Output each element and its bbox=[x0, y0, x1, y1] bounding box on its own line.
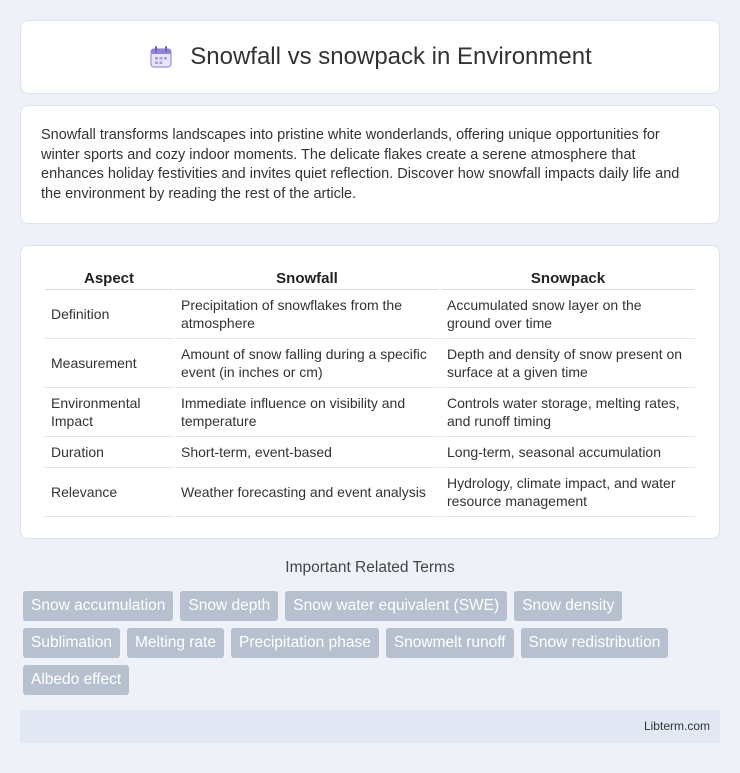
tag-albedo-effect[interactable]: Albedo effect bbox=[23, 665, 129, 695]
footer-site-link[interactable]: Libterm.com bbox=[643, 719, 710, 733]
cell-aspect: Definition bbox=[45, 290, 173, 339]
cell-snowpack: Depth and density of snow present on surface at a given time bbox=[441, 339, 695, 388]
related-terms-list bbox=[23, 591, 723, 695]
tag-sublimation[interactable]: Sublimation bbox=[23, 628, 120, 658]
cell-snowpack: Hydrology, climate impact, and water resource management bbox=[441, 468, 695, 517]
cell-snowpack: Controls water storage, melting rates, and runoff timing bbox=[441, 388, 695, 437]
title-wrap bbox=[148, 43, 592, 71]
intro-card bbox=[20, 105, 720, 224]
cell-snowfall: Amount of snow falling during a specific event (in inches or cm) bbox=[175, 339, 439, 388]
related-terms-title: Important Related Terms bbox=[285, 559, 455, 576]
cell-snowfall: Weather forecasting and event analysis bbox=[175, 468, 439, 517]
cell-aspect: Measurement bbox=[45, 339, 173, 388]
cell-snowpack: Accumulated snow layer on the ground over time bbox=[441, 290, 695, 339]
comparison-table bbox=[43, 266, 697, 517]
table-row bbox=[45, 437, 695, 468]
tag-snowmelt-runoff[interactable]: Snowmelt runoff bbox=[386, 628, 514, 658]
table-row bbox=[45, 290, 695, 339]
tag-snow-accumulation[interactable]: Snow accumulation bbox=[23, 591, 173, 621]
comparison-table-card bbox=[20, 245, 720, 539]
cell-snowfall: Short-term, event-based bbox=[175, 437, 439, 468]
table-header-row bbox=[45, 266, 695, 290]
tag-snow-water-equivalent[interactable]: Snow water equivalent (SWE) bbox=[285, 591, 507, 621]
cell-snowfall: Immediate influence on visibility and temperature bbox=[175, 388, 439, 437]
cell-aspect: Duration bbox=[45, 437, 173, 468]
tag-precipitation-phase[interactable]: Precipitation phase bbox=[231, 628, 379, 658]
tag-snow-depth[interactable]: Snow depth bbox=[180, 591, 278, 621]
tag-snow-density[interactable]: Snow density bbox=[514, 591, 622, 621]
column-header-snowfall: Snowfall bbox=[175, 266, 439, 290]
column-header-snowpack: Snowpack bbox=[441, 266, 695, 290]
calendar-icon bbox=[148, 44, 174, 70]
table-row bbox=[45, 388, 695, 437]
cell-snowpack: Long-term, seasonal accumulation bbox=[441, 437, 695, 468]
cell-aspect: Relevance bbox=[45, 468, 173, 517]
tag-melting-rate[interactable]: Melting rate bbox=[127, 628, 224, 658]
header-card bbox=[20, 20, 720, 94]
page-title: Snowfall vs snowpack in Environment bbox=[190, 43, 592, 70]
tag-snow-redistribution[interactable]: Snow redistribution bbox=[521, 628, 669, 658]
table-row bbox=[45, 339, 695, 388]
column-header-aspect: Aspect bbox=[45, 266, 173, 290]
table-row bbox=[45, 468, 695, 517]
footer bbox=[20, 710, 720, 743]
intro-text: Snowfall transforms landscapes into pristine white wonderlands, offering unique opportunities for winter sports and cozy indoor moments. The delicate flakes create a serene atmosphere that enhances holiday festivities and invites quiet reflection. Discover how snowfall impacts daily life and the environment by reading the rest of the article. bbox=[41, 127, 680, 202]
cell-aspect: Environmental Impact bbox=[45, 388, 173, 437]
cell-snowfall: Precipitation of snowflakes from the atmosphere bbox=[175, 290, 439, 339]
